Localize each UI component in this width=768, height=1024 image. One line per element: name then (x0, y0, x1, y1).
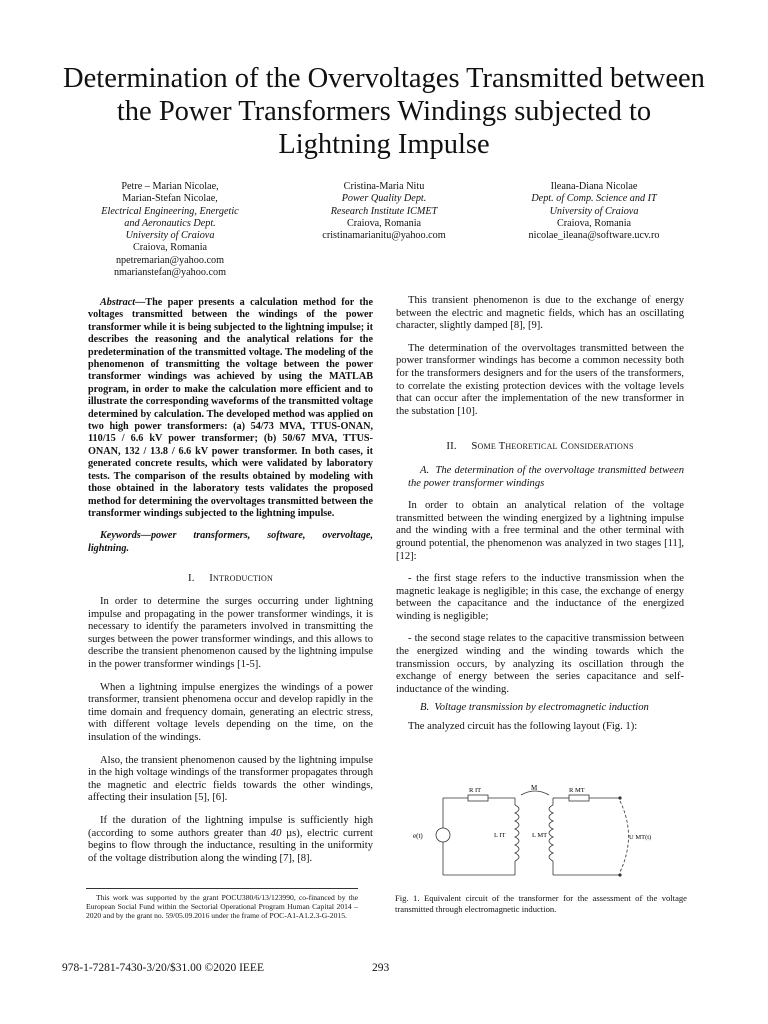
author-affiliation: Research Institute ICMET (330, 205, 438, 217)
author-place: Craiova, Romania (132, 242, 208, 254)
mutual-label: M (531, 785, 538, 792)
author-block-1 (70, 181, 270, 279)
body-paragraph: - the second stage relates to the capacitive transmission between the energized winding and the winding towards which the transmission occurs, by analyzing its oscillation through the exchange of energy between the series capacitance and self-inductance of the winding. (396, 633, 684, 695)
section-number: I. (188, 571, 195, 584)
right-column (396, 295, 684, 744)
inductor-mt-label: L MT (532, 832, 548, 839)
page-number: 293 (372, 962, 390, 974)
output-voltage-label: U MT(t) (629, 834, 652, 841)
body-paragraph: The analyzed circuit has the following layout (Fig. 1): (408, 721, 638, 733)
inductor-it-label: L IT (494, 832, 506, 839)
figure-caption: Fig. 1. Equivalent circuit of the transformer for the assessment of the voltage transmitted through electromagnetic induction. (395, 893, 687, 914)
author-email: nicolae_ileana@software.ucv.ro (528, 230, 660, 242)
voltage-source-symbol (436, 828, 450, 842)
author-email: nmarianstefan@yahoo.com (113, 267, 227, 279)
subsection-heading-a (396, 465, 684, 490)
author-name: Petre – Marian Nicolae, (121, 181, 219, 192)
body-paragraph: In order to obtain an analytical relation of the voltage transmitted between the winding energized by a lightning impulse and the winding with a free terminal and the other terminal with ground potential, the phenomenon was analyzed in two stages [11], [12]: (396, 500, 684, 562)
intro-text: If the duration of the lightning impulse is sufficiently high (according to some authors greater than (88, 815, 373, 839)
author-name: Cristina-Maria Nitu (343, 181, 425, 192)
resistor-it-label: R IT (469, 787, 482, 794)
author-place: Craiova, Romania (556, 217, 632, 229)
section-heading-introduction (88, 572, 373, 585)
terminal-dot (618, 873, 621, 876)
author-affiliation: University of Craiova (549, 205, 639, 217)
author-block-3 (494, 181, 694, 242)
abstract-text: —The paper presents a calculation method for the voltages transmitted between the windings of the power transformer while it is being subjected to the lightning impulse; it describes the reasoning and the analytical relations for the predetermination of the transmitted voltage. The modeling of the phenomenon of transmitting the voltage between the power transformer windings was achieved by using the MATLAB program, in order to make the calculation more efficient and to illustrate the corresponding waveforms of the transmitted voltage determined by calculation. The developed method was applied on two high power transformers: (a) 54/73 MVA, TTUS-ONAN, 110/15 / 6.6 kV power transformer; (b) 50/67 MVA, TTUS-ONAN, 132 / 13.8 / 6.6 kV power transformer. In both cases, it generated concrete results, which were validated by laboratory tests. The comparison of the results obtained by modeling with those obtained in the laboratory tests validates the proposed method for determining the overvoltages transmitted between the transformer windings subjected to the lightning impulse. (88, 297, 373, 519)
resistor-mt (569, 795, 589, 801)
resistor-mt-label: R MT (569, 787, 585, 794)
author-affiliation: University of Craiova (125, 230, 215, 242)
author-email: npetremarian@yahoo.com (115, 254, 225, 266)
author-affiliation: and Aeronautics Dept. (124, 217, 216, 229)
author-affiliation: Dept. of Comp. Science and IT (531, 193, 657, 205)
abstract-label: Abstract (100, 297, 136, 308)
isbn-line: 978-1-7281-7430-3/20/$31.00 ©2020 IEEE (62, 962, 264, 974)
keywords: Keywords—power transformers, software, overvoltage, lightning. (88, 530, 373, 554)
subsection-label: B. (420, 702, 430, 714)
intro-paragraph: Also, the transient phenomenon caused by the lightning impulse in the high voltage windings of the transformer propagates through the magnetic and electric fields towards the other windings, affecting their insulation [5], [6]. (88, 754, 373, 804)
abstract (88, 297, 373, 520)
intro-paragraph: When a lightning impulse energizes the windings of a power transformer, transient phenomena occur and develop rapidly in the time domain and frequency domain, generating an electric stress, with different voltage levels depending on the time, on the insulation of the windings. (88, 681, 373, 744)
subsection-heading-b (396, 702, 684, 715)
intro-paragraph: In order to determine the surges occurring under lightning impulse and propagating in the power transformer windings, it is necessary to identify the parameters involved in transmitting the surges between the power transformer windings, and this allows to describe the transient phenomenon caused by the lightning impulse in the power transformer windings [1-5]. (88, 596, 373, 671)
intro-text: µs), electric current begins to flow through the inductance, resulting in the uniformity of the voltage distribution along the winding [7], [8]. (88, 827, 373, 864)
equivalent-circuit-figure (405, 785, 655, 885)
section-number: II. (446, 440, 457, 453)
subsection-title: Voltage transmission by electromagnetic induction (434, 702, 649, 714)
subsection-label: A. (420, 464, 430, 476)
author-block-2 (284, 181, 484, 242)
footnote: This work was supported by the grant POCU380/6/13/123990, co-financed by the European Social Fund within the Sectorial Operational Program Human Capital 2014 – 2020 and by the grant no. 59/05.09.2016 under the frame of POC-A1-A1.2.3-G-2015. (86, 888, 358, 920)
section-heading-theory (396, 440, 684, 453)
author-affiliation: Electrical Engineering, Energetic (101, 205, 239, 217)
author-place: Craiova, Romania (346, 217, 422, 229)
source-label: e(t) (413, 832, 423, 840)
paper-title: Determination of the Overvoltages Transmitted between the Power Transformers Windings subjected to Lightning Impulse (63, 63, 705, 160)
author-name: Ileana-Diana Nicolae (550, 181, 638, 192)
subsection-title: The determination of the overvoltage transmitted between the power transformer windings (408, 464, 685, 489)
body-paragraph: This transient phenomenon is due to the exchange of energy between the electric and magnetic fields, which has an oscillating character, slightly damped [8], [9]. (396, 295, 684, 332)
body-paragraph: - the first stage refers to the inductive transmission when the magnetic leakage is negligible; in this case, the exchange of energy between the capacitance and the inductance of the energized winding is negligible; (396, 573, 684, 622)
intro-paragraph (88, 815, 373, 865)
intro-emphasis: 40 (270, 827, 282, 839)
body-paragraph: The determination of the overvoltages transmitted between the power transformer windings has become a common necessity both for the transformers designers and for the users of the transformers, to correlate the existing protection devices with the voltage levels that can occur after the implementation of the new transformer in the substation [10]. (396, 342, 684, 417)
inductor-mt (549, 805, 553, 861)
author-affiliation: Power Quality Dept. (341, 193, 427, 205)
inductor-it (515, 805, 519, 861)
section-title: Introduction (209, 571, 273, 584)
left-column (88, 297, 373, 875)
author-email: cristinamarianitu@yahoo.com (322, 230, 446, 242)
section-title: Some Theoretical Considerations (471, 440, 634, 453)
output-voltage-arc (620, 801, 629, 872)
author-name: Marian-Stefan Nicolae, (122, 193, 218, 205)
terminal-dot (618, 796, 621, 799)
resistor-it (468, 795, 488, 801)
